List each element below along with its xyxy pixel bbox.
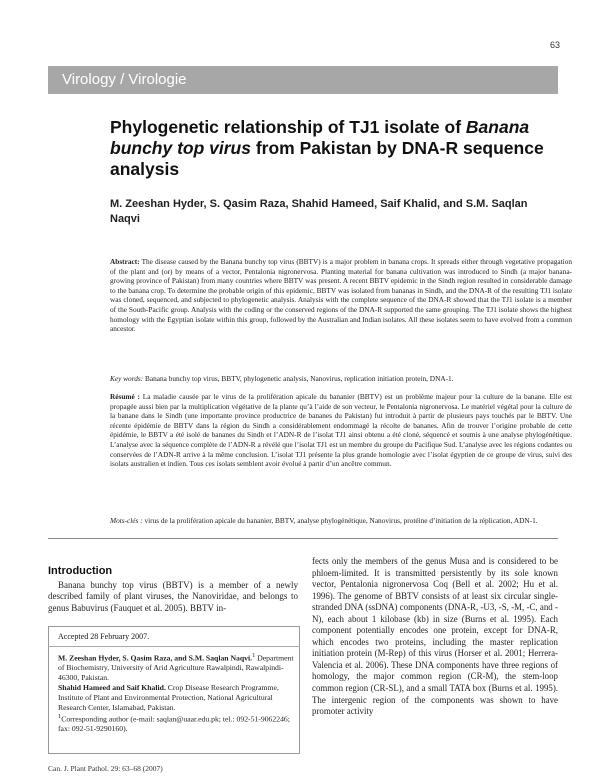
resume xyxy=(110,392,572,469)
section-band xyxy=(48,66,558,94)
accepted-date: Accepted 28 February 2007. xyxy=(58,632,150,641)
section-label: Virology / Virologie xyxy=(62,71,187,88)
affil1-sup: 1 xyxy=(252,652,256,659)
page-number: 63 xyxy=(549,40,560,50)
mots-cles-text: virus de la prolifération apicale du bananier, BBTV, analyse phylogénétique, Nanovirus, protéine d’initiation de la réplication, ADN-1. xyxy=(142,516,538,525)
mots-cles xyxy=(110,516,572,526)
corresp-sup: 1 xyxy=(58,713,62,720)
keywords-text: Banana bunchy top virus, BBTV, phylogenetic analysis, Nanovirus, replication initiation protein, DNA-1. xyxy=(143,374,454,383)
note-divider xyxy=(48,646,300,647)
affil1-names: M. Zeeshan Hyder, S. Qasim Raza, and S.M. Saqlan Naqvi. xyxy=(58,653,253,663)
intro-heading: Introduction xyxy=(48,565,113,577)
keywords-label: Key words: xyxy=(110,374,144,383)
resume-label: Résumé : xyxy=(110,392,140,401)
author-list: M. Zeeshan Hyder, S. Qasim Raza, Shahid Hameed, Saif Khalid, and S.M. Saqlan Naqvi xyxy=(110,198,528,225)
affiliations xyxy=(58,651,296,712)
intro-right-text: fects only the members of the genus Musa and is considered to be phloem-limited. It is transmitted persistently by its sole known vector, Pentalonia nigronervosa Coq (Bell et al. 2002; Hu et al. 1996). The genome of BBTV consists of at least six circular single-stranded DNA (ssDNA) components (DNA-R, -U3, -S, -M, -C, and -N), each about 1 kilobase (kb) in size (Burns et al. 1995). Each component potentially encodes one protein, except for DNA-R, which encodes two proteins, including the master replication initiation protein (M-Rep) of this virus (Horser et al. 2001; Herrera-Valencia et al. 2006). These DNA components have three regions of homology, the major common region (CR-M), the stem-loop common region (CR-SL), and a small TATA box (Burns et al. 1995). The intergenic region of the components was shown to have promoter activity xyxy=(312,556,558,717)
article-title xyxy=(110,117,570,180)
corresp-text: Corresponding author (e-mail: saqlan@uaar.edu.pk; tel.: 092-51-9062246; fax: 092-51-9290160). xyxy=(58,714,290,734)
keywords xyxy=(110,374,572,384)
journal-citation: Can. J. Plant Pathol. 29: 63–68 (2007) xyxy=(48,764,163,773)
title-prefix: Phylogenetic relationship of TJ1 isolate of xyxy=(110,117,466,137)
abstract-text: The disease caused by the Banana bunchy top virus (BBTV) is a major problem in banana crops. It spreads either through vegetative propagation of the plant and (or) by means of a vector, Pentalonia nigronervosa. Planting material for banana cultivation was introduced to Sindh (a major banana-growing province of Pakistan) from many countries where BBTV was present. A recent BBTV epidemic in the Sindh region resulted in considerable damage to the banana crop. To determine the probable origin of this epidemic, BBTV was isolated from bananas in Sindh, and the DNA-R of the resulting TJ1 isolate was cloned, sequenced, and subjected to phylogenetic analysis. Analysis with the complete sequence of the DNA-R showed that the TJ1 isolate is a member of the South-Pacific group. Analysis with the coding or the conserved regions of the DNA-R supported the same grouping. The TJ1 isolate shows the highest homology with the Egyptian isolate within this group, followed by the Australian and Indian isolates. All these isolates seem to have evolved from a common ancestor. xyxy=(110,257,572,334)
section-divider xyxy=(48,538,558,539)
abstract-label: Abstract: xyxy=(110,257,140,266)
intro-left-text: Banana bunchy top virus (BBTV) is a member of a newly described family of plant viruses, the Nanoviridae, and belongs to genus Babuvirus (Fauquet et al. 2005). BBTV in- xyxy=(48,580,298,613)
corresponding-author xyxy=(58,712,296,734)
affil2-text: Crop Disease Research Programme, Institute of Plant and Environmental Protection, National Agricultural Research Center, Islamabad, Pakistan. xyxy=(58,682,279,712)
affil2-names: Shahid Hameed and Saif Khalid. xyxy=(58,682,166,692)
mots-cles-label: Mots-clés : xyxy=(110,516,143,525)
affil1-text: Department of Biochemistry, University of Arid Agriculture Rawalpindi, Rawalpindi-46300, Pakistan. xyxy=(58,653,294,683)
title-italic: Banana bunchy top virus xyxy=(110,117,530,158)
resume-text: La maladie causée par le virus de la prolifération apicale du bananier (BBTV) est un problème majeur pour la culture de la banane. Elle est propagée aussi bien par la multiplication végétative de la plante qu’à l’aide de son vecteur, le Pentalonia nigronervosa. Le matériel végétal pour la culture de la banane dans le Sindh (une importante province productrice de bananes du Pakistan) fut introduit à partir de plusieurs pays touchés par le BBTV. Une récente épidémie de BBTV dans la région du Sindh a considérablement endommagé la récolte de bananes. Afin de trouver l’origine probable de cette épidémie, le BBTV a été isolé de bananes du Sindh et l’ADN-R de l’isolat TJ1 ainsi obtenu a été cloné, séquencé et soumis à une analyse phylogénétique. L’analyse avec la séquence complète de l’ADN-R a révélé que l’isolat TJ1 est un membre du groupe du Pacifique Sud. L’analyse avec les régions codantes ou conservées de l’ADN-R arrive à la même conclusion. L’isolat TJ1 présente la plus grande homologie avec l’isolat égyptien de ce groupe de virus, suivi des isolats australien et indien. Tous ces isolats semblent avoir évolué à partir d’un ancêtre commun. xyxy=(110,392,572,469)
title-suffix: from Pakistan by DNA-R sequence analysis xyxy=(110,138,544,179)
abstract xyxy=(110,257,572,334)
